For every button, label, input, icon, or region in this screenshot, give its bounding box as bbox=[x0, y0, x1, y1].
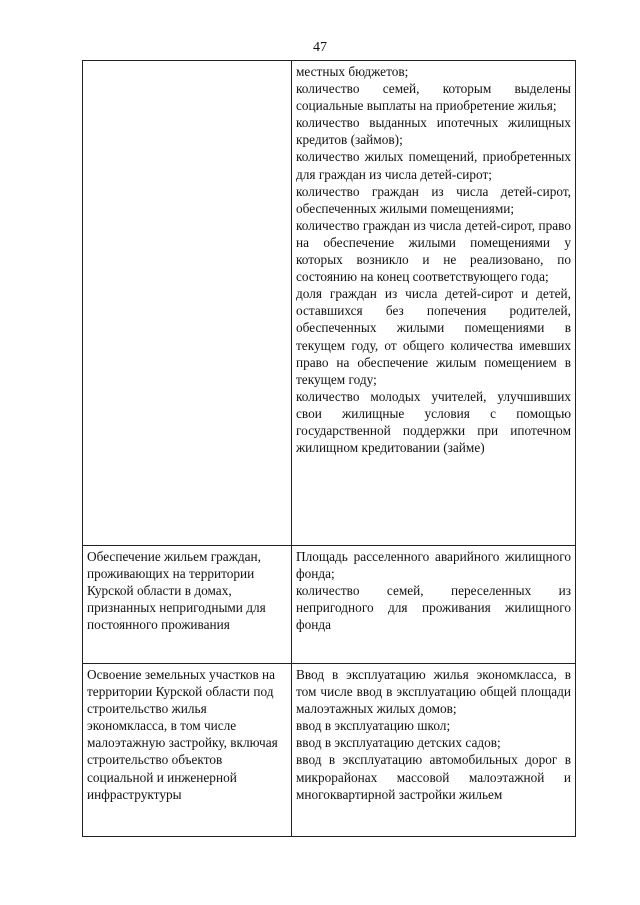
table-cell-activity bbox=[83, 61, 292, 546]
table-row bbox=[83, 664, 576, 837]
table-cell-activity: Обеспечение жильем граждан, проживающих на территории Курской области в домах, признанных непригодными для постоянного проживания bbox=[83, 546, 292, 664]
indicators-table bbox=[82, 60, 576, 837]
indicator-item: ввод в эксплуатацию автомобильных дорог в микрорайонах массовой малоэтажной и многоквартирной застройки жильем bbox=[296, 752, 571, 802]
indicator-item: ввод в эксплуатацию школ; bbox=[296, 718, 451, 734]
indicator-item: количество выданных ипотечных жилищных кредитов (займов); bbox=[296, 115, 571, 148]
table-row bbox=[83, 546, 576, 664]
table-row bbox=[83, 61, 576, 546]
page-number: 47 bbox=[313, 40, 327, 55]
table-cell-activity: Освоение земельных участков на территории Курской области под строительство жилья экономкласса, в том числе малоэтажную застройку, включая строительство объектов социальной и инженерной инфраструктуры bbox=[83, 664, 292, 837]
indicator-item: количество граждан из числа детей-сирот, обеспеченных жилыми помещениями; bbox=[296, 183, 571, 216]
indicator-item: количество семей, переселенных из непригодного для проживания жилищного фонда bbox=[296, 583, 571, 633]
indicator-item: ввод в эксплуатацию детских садов; bbox=[296, 735, 501, 751]
table-cell-indicators bbox=[292, 546, 576, 664]
table-cell-indicators bbox=[292, 61, 576, 546]
indicator-item: количество молодых учителей, улучшивших свои жилищные условия с помощью государственной поддержки при ипотечном жилищном кредитовании (займе) bbox=[296, 388, 571, 456]
indicator-item: местных бюджетов; bbox=[296, 64, 409, 79]
indicator-item: Ввод в эксплуатацию жилья экономкласса, в том числе ввод в эксплуатацию общей площади малоэтажных жилых домов; bbox=[296, 667, 571, 717]
indicator-item: количество граждан из числа детей-сирот, право на обеспечение жилыми помещениями у которых возникло и не реализовано, по состоянию на конец соответствующего года; bbox=[296, 217, 571, 285]
indicator-item: доля граждан из числа детей-сирот и детей, оставшихся без попечения родителей, обеспеченных жилыми помещениями в текущем году, от общего количества имевших право на обеспечение жилым помещением в текущем году; bbox=[296, 286, 571, 387]
indicator-item: Площадь расселенного аварийного жилищного фонда; bbox=[296, 549, 571, 582]
table-cell-indicators bbox=[292, 664, 576, 837]
indicator-item: количество жилых помещений, приобретенных для граждан из числа детей-сирот; bbox=[296, 149, 571, 182]
indicator-item: количество семей, которым выделены социальные выплаты на приобретение жилья; bbox=[296, 81, 571, 114]
